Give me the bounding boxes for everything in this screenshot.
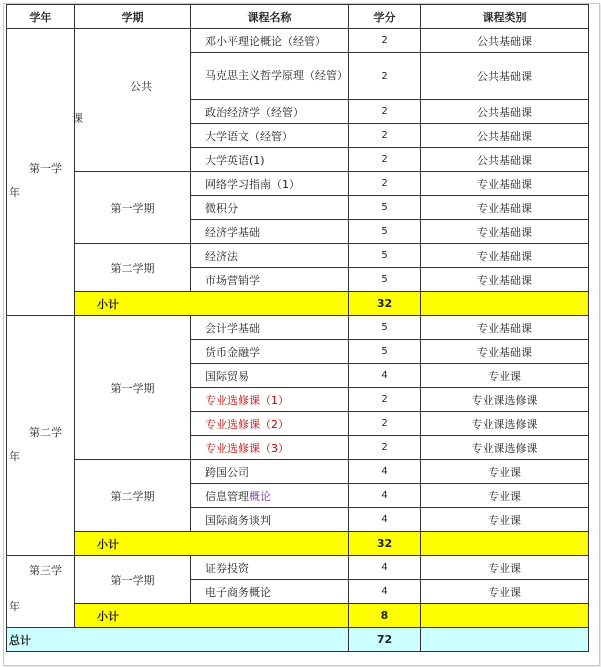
course-type: 专业基础课 [421, 268, 589, 292]
term-label-suffix: 课 [72, 112, 83, 125]
course-credit: 5 [349, 340, 421, 364]
year-label-suffix: 年 [9, 449, 20, 463]
subtotal-empty [421, 532, 589, 556]
subtotal-empty [421, 604, 589, 628]
subtotal-value: 32 [349, 292, 421, 316]
course-type: 专业课 [421, 508, 589, 532]
header-course: 课程名称 [191, 5, 349, 29]
course-type: 公共基础课 [421, 124, 589, 148]
course-credit: 2 [349, 148, 421, 172]
total-empty [421, 628, 589, 652]
course-credit: 5 [349, 220, 421, 244]
course-name-highlight: 概论 [249, 489, 271, 503]
course-type: 公共基础课 [421, 53, 589, 100]
course-name-elective: 专业选修课（2） [191, 412, 349, 436]
term-cell: 第二学期 [75, 460, 191, 532]
course-name: 网络学习指南（1） [191, 172, 349, 196]
course-name-elective: 专业选修课（3） [191, 436, 349, 460]
subtotal-row [7, 532, 589, 556]
course-credit: 4 [349, 508, 421, 532]
table-row [7, 556, 589, 580]
course-name: 经济学基础 [191, 220, 349, 244]
course-credit: 4 [349, 556, 421, 580]
course-credit: 2 [349, 29, 421, 53]
term-cell-public [72, 29, 191, 172]
course-type: 公共基础课 [421, 29, 589, 53]
course-name: 货币金融学 [191, 340, 349, 364]
course-credit: 5 [349, 244, 421, 268]
course-name: 国际商务谈判 [191, 508, 349, 532]
subtotal-label: 小计 [75, 604, 349, 628]
course-type: 专业基础课 [421, 220, 589, 244]
curriculum-table [6, 4, 589, 652]
subtotal-empty [421, 292, 589, 316]
course-name: 马克思主义哲学原理（经管） [191, 53, 349, 100]
table-row [7, 29, 589, 53]
year-label: 第二学 [29, 425, 62, 439]
subtotal-label: 小计 [75, 292, 349, 316]
table-row [7, 172, 589, 196]
course-type: 专业基础课 [421, 172, 589, 196]
course-credit: 5 [349, 196, 421, 220]
course-credit: 2 [349, 388, 421, 412]
course-credit: 2 [349, 412, 421, 436]
course-name: 政治经济学（经管） [191, 100, 349, 124]
course-type: 专业课选修课 [421, 412, 589, 436]
course-name: 市场营销学 [191, 268, 349, 292]
course-credit: 2 [349, 436, 421, 460]
course-name [191, 484, 349, 508]
subtotal-label: 小计 [75, 532, 349, 556]
course-credit: 4 [349, 484, 421, 508]
table-row [7, 316, 589, 340]
table-row [7, 460, 589, 484]
course-type: 专业课 [421, 484, 589, 508]
course-type: 专业课 [421, 460, 589, 484]
subtotal-value: 8 [349, 604, 421, 628]
course-credit: 4 [349, 580, 421, 604]
course-name: 大学语文（经管） [191, 124, 349, 148]
course-name: 电子商务概论 [191, 580, 349, 604]
course-name: 国际贸易 [191, 364, 349, 388]
course-name: 跨国公司 [191, 460, 349, 484]
course-credit: 4 [349, 460, 421, 484]
course-credit: 2 [349, 172, 421, 196]
course-credit: 2 [349, 124, 421, 148]
subtotal-row [7, 292, 589, 316]
course-type: 专业基础课 [421, 196, 589, 220]
total-value: 72 [349, 628, 421, 652]
course-name: 经济法 [191, 244, 349, 268]
course-type: 专业课 [421, 364, 589, 388]
year-label: 第三学 [29, 564, 62, 577]
course-name-part: 信息管理 [205, 489, 249, 503]
course-type: 专业基础课 [421, 340, 589, 364]
header-term: 学期 [75, 5, 191, 29]
term-cell: 第一学期 [75, 172, 191, 244]
course-credit: 2 [349, 53, 421, 100]
course-type: 专业课 [421, 580, 589, 604]
year-label-suffix: 年 [9, 600, 20, 613]
year-cell-1 [7, 29, 75, 316]
subtotal-value: 32 [349, 532, 421, 556]
course-name: 会计学基础 [191, 316, 349, 340]
course-type: 专业基础课 [421, 244, 589, 268]
term-label: 公共 [130, 80, 152, 93]
total-label: 总计 [7, 628, 349, 652]
course-credit: 4 [349, 364, 421, 388]
header-type: 课程类别 [421, 5, 589, 29]
course-type: 公共基础课 [421, 148, 589, 172]
course-name: 大学英语(1) [191, 148, 349, 172]
year-cell-3 [7, 556, 75, 628]
course-type: 专业课 [421, 556, 589, 580]
term-cell: 第一学期 [75, 316, 191, 460]
term-cell: 第二学期 [75, 244, 191, 292]
course-credit: 2 [349, 100, 421, 124]
course-credit: 5 [349, 268, 421, 292]
header-row [7, 5, 589, 29]
course-name: 微积分 [191, 196, 349, 220]
course-type: 专业基础课 [421, 316, 589, 340]
table-row [7, 244, 589, 268]
year-cell-2 [7, 316, 75, 556]
course-name: 邓小平理论概论（经管） [191, 29, 349, 53]
course-credit: 5 [349, 316, 421, 340]
year-label: 第一学 [29, 162, 62, 175]
header-credit: 学分 [349, 5, 421, 29]
header-year: 学年 [7, 5, 75, 29]
year-label-suffix: 年 [9, 186, 20, 199]
course-type: 公共基础课 [421, 100, 589, 124]
course-name: 证券投资 [191, 556, 349, 580]
term-cell: 第一学期 [75, 556, 191, 604]
subtotal-row [7, 604, 589, 628]
total-row [7, 628, 589, 652]
course-name-elective: 专业选修课（1） [191, 388, 349, 412]
course-type: 专业课选修课 [421, 436, 589, 460]
course-type: 专业课选修课 [421, 388, 589, 412]
